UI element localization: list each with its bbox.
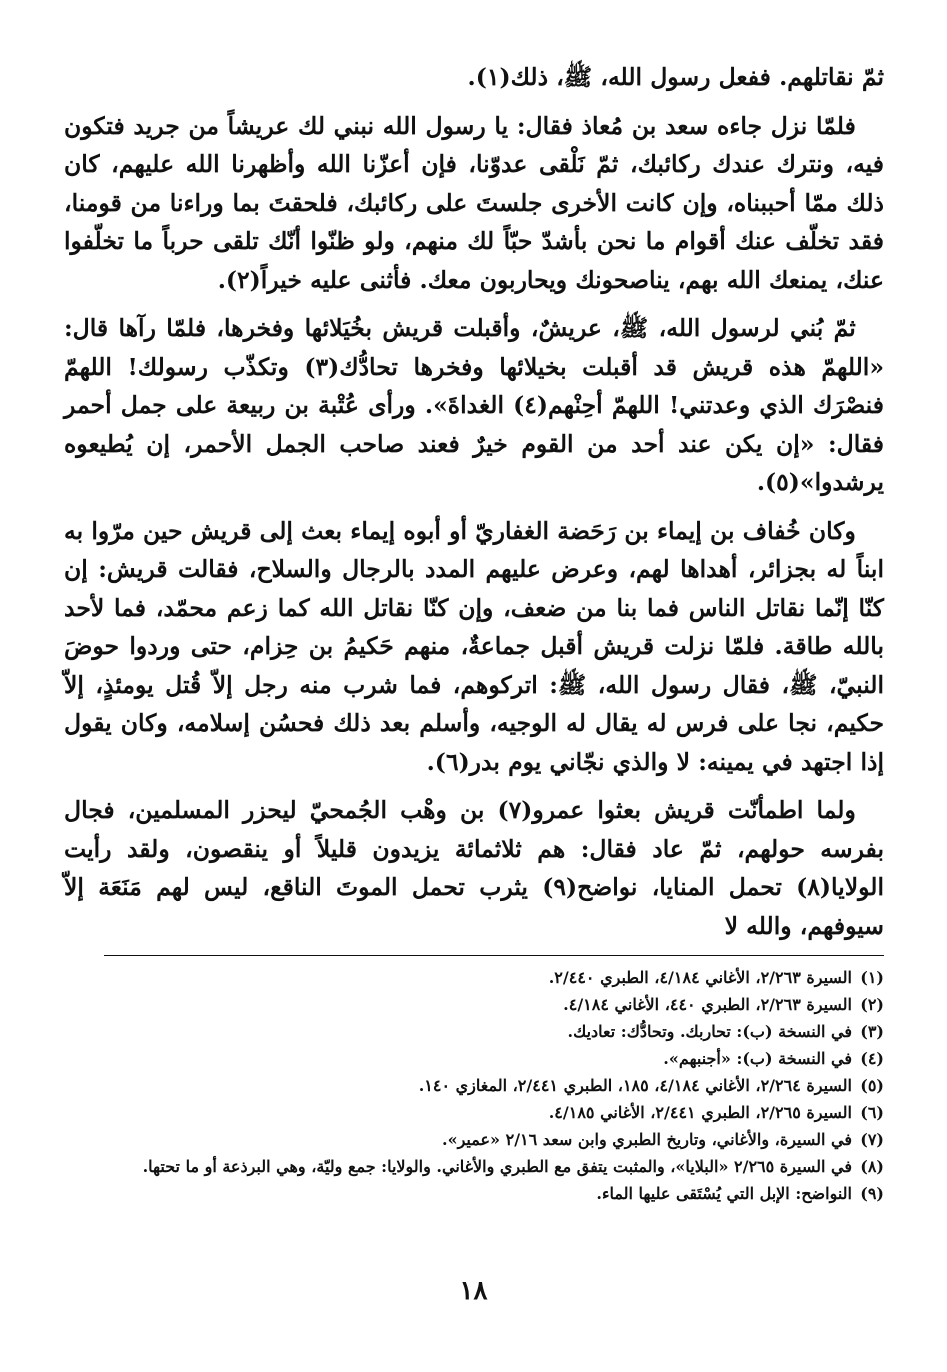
footnote-text: السيرة ٢/٢٦٤، الأغاني ٤/١٨٤، ١٨٥، الطبري ٢/٤٤١، المغازي ١٤٠. — [418, 1076, 852, 1095]
paragraph-1: ثمّ نقاتلهم. ففعل رسول الله، ﷺ، ذلك(١). — [467, 63, 884, 91]
footnote-number: (٩) — [860, 1184, 884, 1203]
paragraph-5: ولما اطمأنّت قريش بعثوا عمرو(٧) بن وهْب الجُمحيّ ليحزر المسلمين، فجال بفرسه حولهم، ثمّ عاد فقال: هم ثلاثمائة يزيدون قليلاً أو ينقصون، ولقد رأيت الولايا(٨) تحمل المنايا، نواضح(٩) يثرب تحمل الموتَ الناقع، ليس لهم مَنَعَة إلاّ سيوفهم، والله لا — [64, 796, 884, 940]
footnote-number: (١) — [860, 968, 884, 987]
footnote-number: (٦) — [860, 1103, 884, 1122]
footnote-text: في النسخة (ب): «أجنبهم». — [663, 1049, 852, 1068]
footnote — [64, 1153, 884, 1180]
footnote — [64, 964, 884, 991]
footnote-divider — [104, 955, 884, 956]
footnote — [64, 1180, 884, 1207]
footnote-number: (٨) — [860, 1157, 884, 1176]
footnote-text: السيرة ٢/٢٦٥، الطبري ٢/٤٤١، الأغاني ٤/١٨٥. — [548, 1103, 852, 1122]
footnote — [64, 1045, 884, 1072]
footnote-text: السيرة ٢/٢٦٣، الأغاني ٤/١٨٤، الطبري ٢/٤٤٠. — [548, 968, 852, 987]
page-number: ١٨ — [459, 1276, 488, 1306]
paragraph-2: فلمّا نزل جاءه سعد بن مُعاذ فقال: يا رسول الله نبني لك عريشاً من جريد فتكون فيه، ونترك عندك ركائبك، ثمّ نَلْقى عدوّنا، فإن أعزّنا الله وأظهرنا الله عليهم، كان ذلك ممّا أحببناه، وإن كانت الأخرى جلستَ على ركائبك، فلحقتَ بما وراءنا من قومنا، فقد تخلّف عنك أقوام ما نحن بأشدّ حبّاً لك منهم، ولو ظنّوا أنّك تلقى حرباً ما تخلّفوا عنك، يمنعك الله بهم، يناصحونك ويحاربون معك. فأثنى عليه خيراً(٢). — [64, 111, 884, 294]
paragraph-3: ثمّ بُني لرسول الله، ﷺ، عريشٌ، وأقبلت قريش بخُيَلائها وفخرها، فلمّا رآها قال: «اللهمّ هذه قريش قد أقبلت بخيلائها وفخرها تحادُّك(٣) وتكذّب رسولك! اللهمّ فنصْرَك الذي وعدتني! اللهمّ أحِنْهم(٤) الغداةَ». ورأى عُتْبة بن ربيعة على جمل أحمر فقال: «إن يكن عند أحد من القوم خيرٌ فعند صاحب الجمل الأحمر، إن يُطيعوه يرشدوا»(٥). — [64, 314, 885, 496]
footnote-number: (٢) — [860, 995, 884, 1014]
footnote-text: السيرة ٢/٢٦٣، الطبري ٤٤٠، الأغاني ٤/١٨٤. — [563, 995, 852, 1014]
footnotes — [64, 964, 884, 1207]
footnote-number: (٥) — [860, 1076, 884, 1095]
footnote-number: (٧) — [860, 1130, 884, 1149]
footnote-text: في النسخة (ب): تحاربك. وتحادُّك: تعاديك. — [567, 1022, 852, 1041]
footnote — [64, 1072, 884, 1099]
footnote — [64, 1126, 884, 1153]
footnote — [64, 1018, 884, 1045]
footnote-text: النواضح: الإبل التي يُسْتَقى عليها الماء. — [596, 1184, 852, 1203]
footnote-number: (٣) — [860, 1022, 884, 1041]
footnote-text: في السيرة، والأغاني، وتاريخ الطبري وابن سعد ٢/١٦ «عمير». — [442, 1130, 852, 1149]
paragraph-4: وكان خُفاف بن إيماء بن رَحَضة الغفاريّ أو أبوه إيماء بعث إلى قريش حين مرّوا به ابناً له بجزائر، أهداها لهم، وعرض عليهم المدد بالرجال والسلاح، فقالت قريش: إن كنّا إنّما نقاتل الناس فما بنا من ضعف، وإن كنّا نقاتل الله كما زعم محمّد، فما لأحد بالله طاقة. فلمّا نزلت قريش أقبل جماعةٌ، منهم حَكيمُ بن حِزام، حتى وردوا حوضَ النبيّ، ﷺ، فقال رسول الله، ﷺ: اتركوهم، فما شرب منه رجل إلاّ قُتل يومئذٍ، إلاّ حكيم، نجا على فرس له يقال له الوجيه، وأسلم بعد ذلك فحسُن إسلامه، وكان يقول إذا اجتهد في يمينه: لا والذي نجّاني يوم بدر(٦). — [64, 516, 884, 776]
footnote-number: (٤) — [860, 1049, 884, 1068]
footnote-text: في السيرة ٢/٢٦٥ «البلايا»، والمثبت يتفق مع الطبري والأغاني. والولايا: جمع وليّة، وهي البرذعة أو ما تحتها. — [142, 1157, 852, 1176]
main-text — [64, 58, 884, 945]
book-page — [64, 58, 884, 1207]
footnote — [64, 1099, 884, 1126]
footnote — [64, 991, 884, 1018]
